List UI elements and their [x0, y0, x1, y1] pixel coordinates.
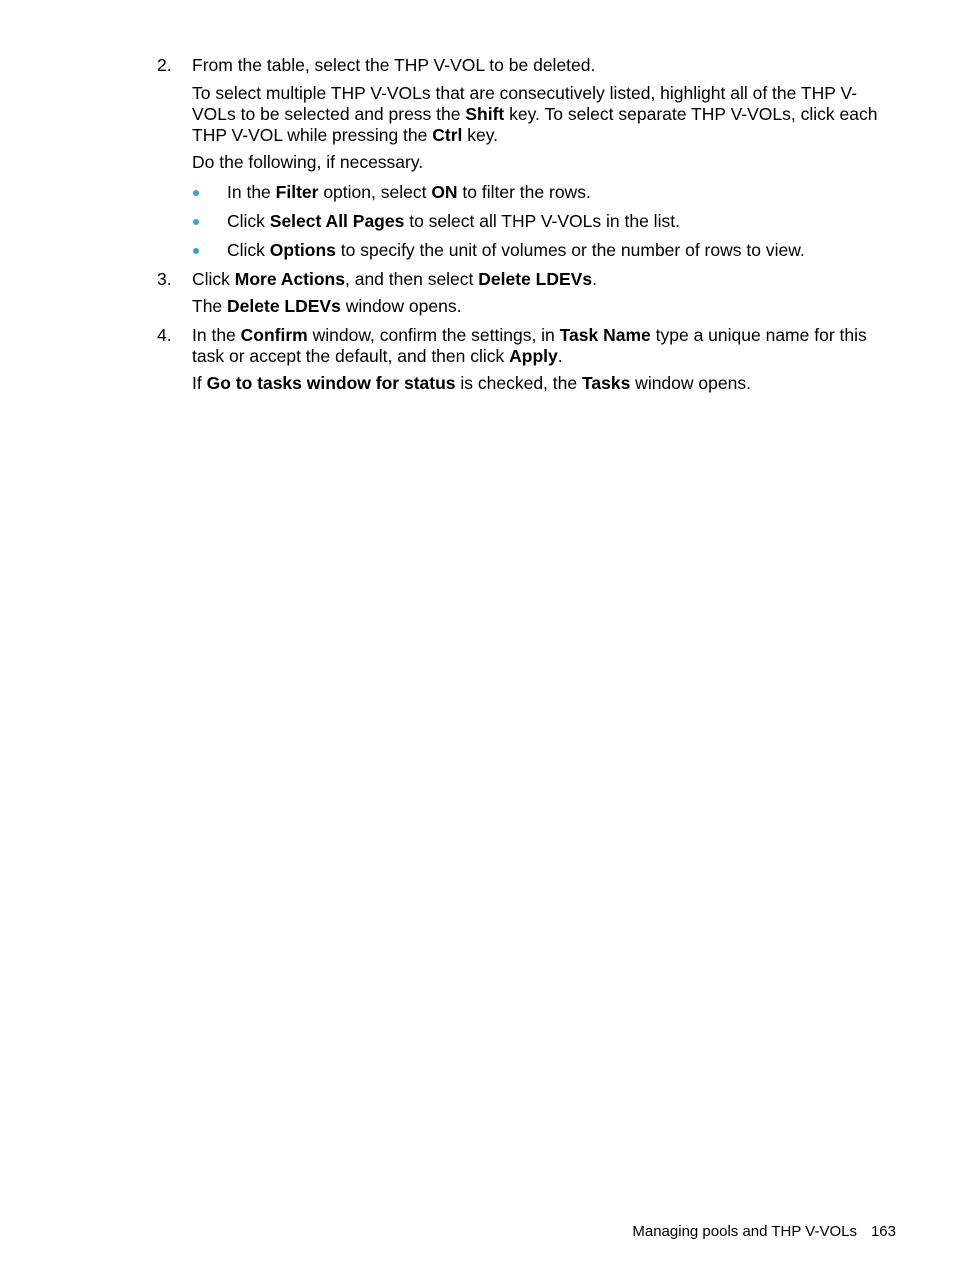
step-number: 4. [157, 325, 172, 345]
paragraph: To select multiple THP V-VOLs that are consecutively listed, highlight all of the THP V-VOLs to be selected and press the Shift key. To select separate THP V-VOLs, click each THP V-VOL while pressing the Ctrl key. [192, 83, 878, 145]
paragraph: Do the following, if necessary. [192, 152, 424, 172]
bullet-dot-icon [193, 219, 199, 225]
step-3-paragraph [157, 296, 897, 317]
step-instruction: From the table, select the THP V-VOL to be deleted. [192, 55, 596, 75]
step-2-paragraph-1 [157, 83, 897, 146]
bullet-item: Click Select All Pages to select all THP V-VOLs in the list. [193, 211, 893, 232]
page-number: 163 [870, 1223, 896, 1240]
bullet-dot-icon [193, 248, 199, 254]
step-number: 2. [157, 55, 172, 75]
step-3 [157, 269, 897, 290]
bullet-item: Click Options to specify the unit of volumes or the number of rows to view. [193, 240, 893, 261]
bullet-dot-icon [193, 190, 199, 196]
step-4 [157, 325, 897, 367]
footer-title: Managing pools and THP V-VOLs [632, 1223, 857, 1240]
step-number: 3. [157, 269, 172, 289]
step-2 [157, 55, 897, 76]
step-4-paragraph [157, 373, 897, 394]
paragraph: If Go to tasks window for status is checked, the Tasks window opens. [192, 373, 751, 393]
page-footer [632, 1222, 896, 1242]
paragraph: The Delete LDEVs window opens. [192, 296, 462, 316]
step-instruction: In the Confirm window, confirm the settings, in Task Name type a unique name for this task or accept the default, and then click Apply. [192, 325, 867, 366]
step-instruction: Click More Actions, and then select Delete LDEVs. [192, 269, 597, 289]
bullet-item: In the Filter option, select ON to filter the rows. [193, 182, 893, 203]
step-2-paragraph-2 [157, 152, 897, 173]
